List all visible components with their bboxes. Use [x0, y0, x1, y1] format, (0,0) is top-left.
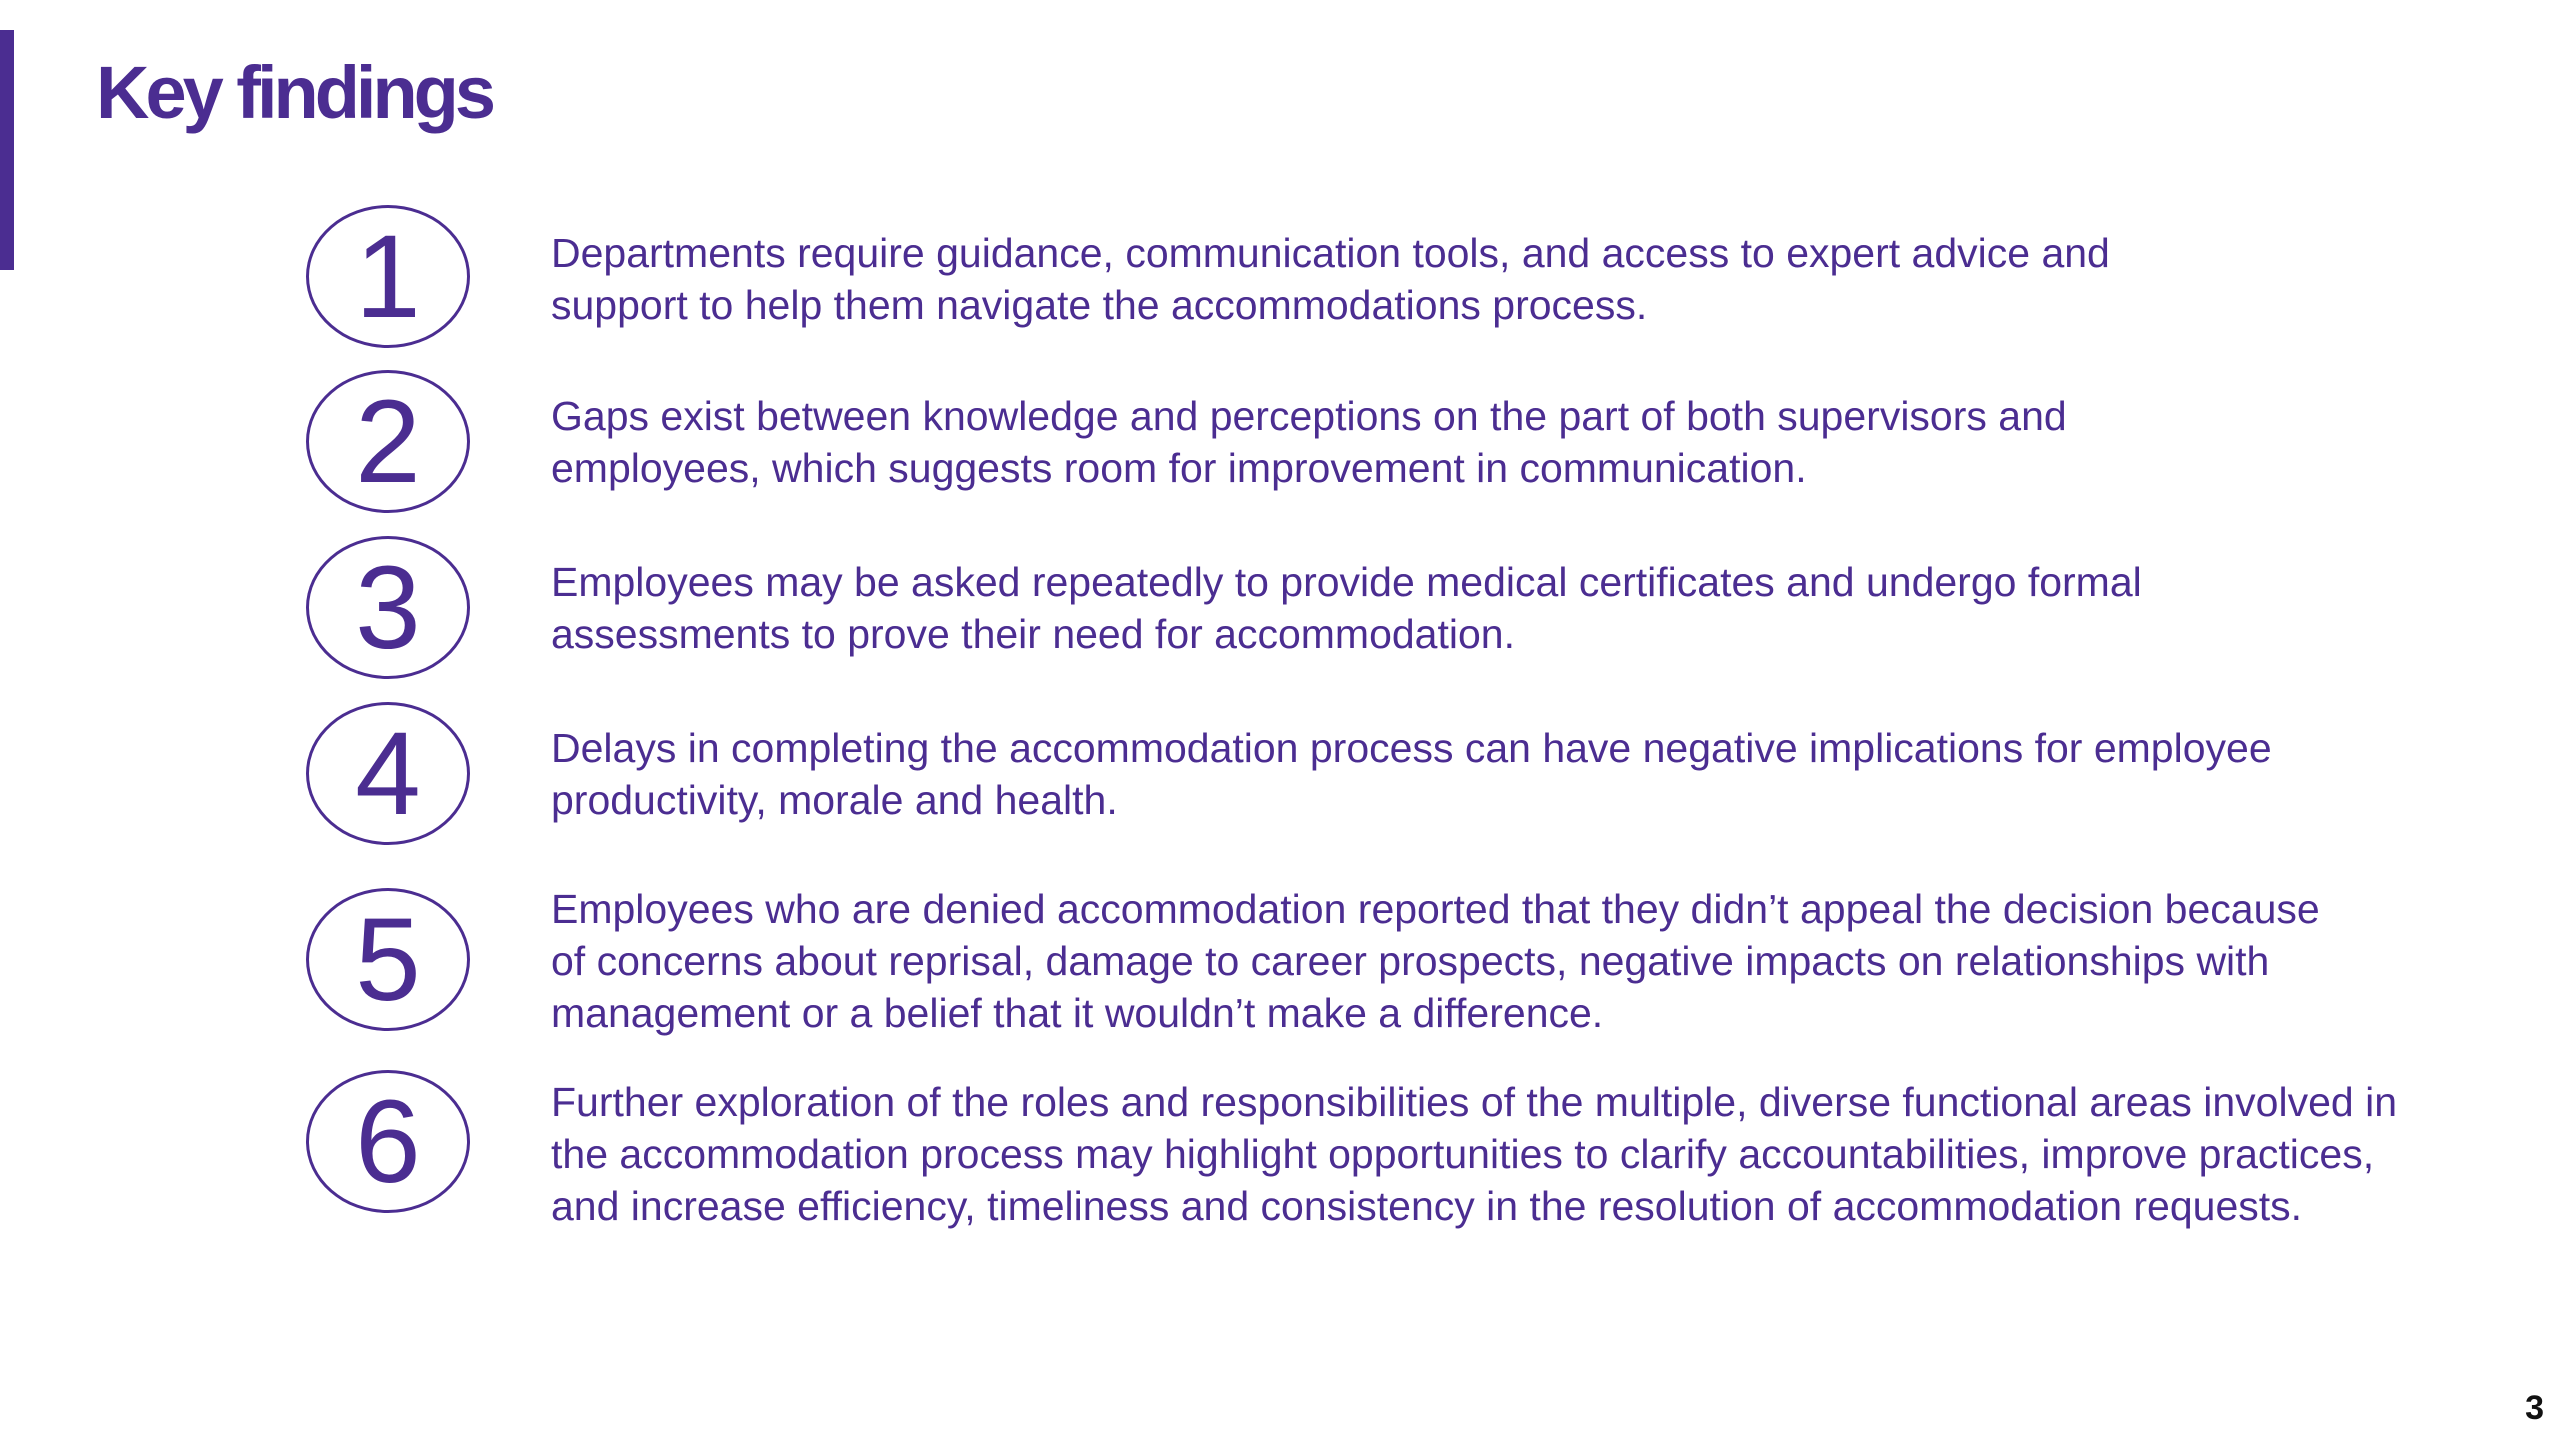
finding-number-badge: 2 — [306, 370, 470, 513]
page-number: 3 — [2525, 1389, 2544, 1427]
finding-number-badge: 5 — [306, 888, 470, 1031]
finding-text: Employees may be asked repeatedly to provide medical certificates and undergo formal assessments to prove their need for accommodation. — [551, 559, 2142, 657]
slide-title: Key findings — [96, 51, 493, 134]
finding-number-badge: 1 — [306, 205, 470, 348]
finding-text: Departments require guidance, communication tools, and access to expert advice and support to help them navigate the accommodations process. — [551, 230, 2110, 328]
finding-text: Delays in completing the accommodation process can have negative implications for employee productivity, morale and health. — [551, 725, 2272, 823]
finding-text: Further exploration of the roles and responsibilities of the multiple, diverse functional areas involved in the accommodation process may highlight opportunities to clarify accountabilities, improve practices, and increase efficiency, timeliness and consistency in the resolution of accommodation requests. — [551, 1079, 2398, 1229]
finding-number-badge: 4 — [306, 702, 470, 845]
finding-text: Gaps exist between knowledge and perceptions on the part of both supervisors and employees, which suggests room for improvement in communication. — [551, 393, 2067, 491]
finding-text: Employees who are denied accommodation reported that they didn’t appeal the decision because of concerns about reprisal, damage to career prospects, negative impacts on relationships with management or a belief that it wouldn’t make a difference. — [551, 886, 2320, 1036]
finding-number-badge: 3 — [306, 536, 470, 679]
finding-number-badge: 6 — [306, 1070, 470, 1213]
